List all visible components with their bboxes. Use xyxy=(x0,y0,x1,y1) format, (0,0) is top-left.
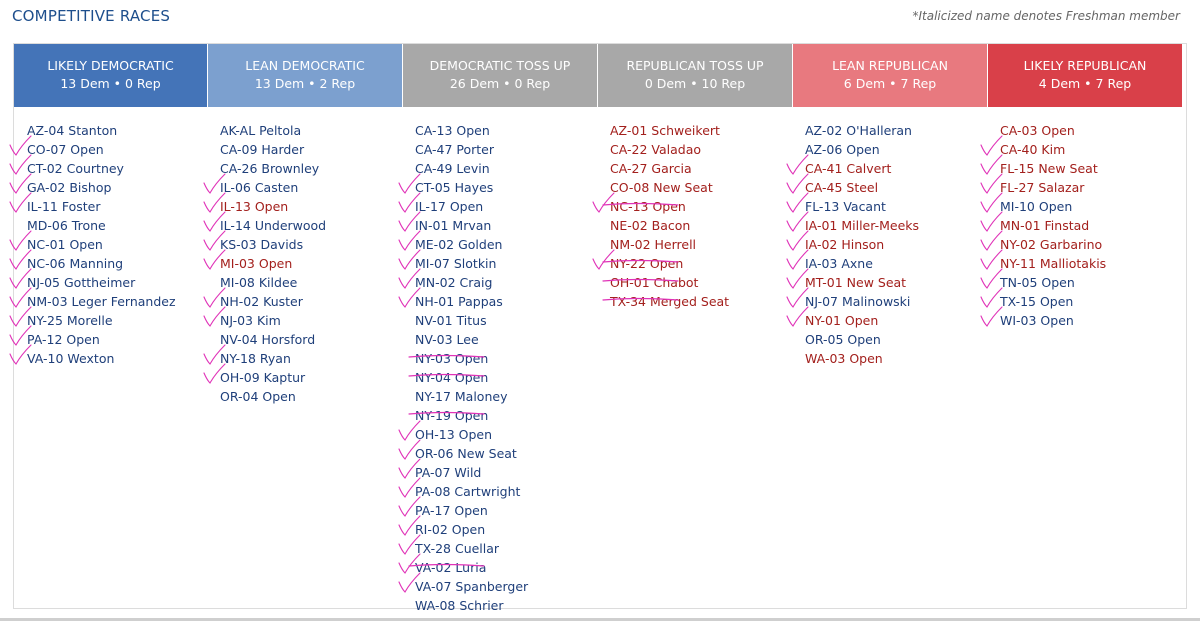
race-list xyxy=(14,107,207,368)
race-item: NJ-07 Malinowski xyxy=(805,294,911,309)
race-item: NY-17 Maloney xyxy=(415,389,508,404)
race-item: NJ-03 Kim xyxy=(220,313,281,328)
column-title: LEAN REPUBLICAN xyxy=(832,58,948,73)
race-item: MD-06 Trone xyxy=(27,218,106,233)
race-item: MI-08 Kildee xyxy=(220,275,298,290)
column-likely-democratic xyxy=(14,44,207,608)
column-count: 13 Dem • 0 Rep xyxy=(60,76,161,91)
race-item: NY-25 Morelle xyxy=(27,313,113,328)
race-item: IL-13 Open xyxy=(220,199,289,214)
race-item: AK-AL Peltola xyxy=(220,123,302,138)
race-item: NM-03 Leger Fernandez xyxy=(27,294,176,309)
race-item: MT-01 New Seat xyxy=(805,275,907,290)
column-title: LIKELY DEMOCRATIC xyxy=(47,58,174,73)
race-item: ME-02 Golden xyxy=(415,237,503,252)
race-item: AZ-06 Open xyxy=(805,142,880,157)
race-item: IL-11 Foster xyxy=(27,199,101,214)
race-item: TX-15 Open xyxy=(1000,294,1074,309)
race-item: NY-19 Open xyxy=(415,408,489,423)
column-lean-democratic xyxy=(208,44,402,608)
column-count: 26 Dem • 0 Rep xyxy=(449,76,551,91)
race-item: NY-03 Open xyxy=(415,351,489,366)
race-list xyxy=(208,107,402,406)
race-item: MI-10 Open xyxy=(1000,199,1073,214)
column-title: DEMOCRATIC TOSS UP xyxy=(429,58,571,73)
race-list xyxy=(793,107,987,368)
race-item: NY-01 Open xyxy=(805,313,879,328)
race-item: NY-22 Open xyxy=(610,256,684,271)
column-democratic-toss-up xyxy=(403,44,597,613)
race-item: CT-05 Hayes xyxy=(415,180,494,195)
column-header xyxy=(14,44,207,107)
race-item: MI-07 Slotkin xyxy=(415,256,497,271)
race-item: WA-03 Open xyxy=(805,351,883,366)
race-item: CA-45 Steel xyxy=(805,180,879,195)
column-header xyxy=(403,44,597,107)
race-item: WA-08 Schrier xyxy=(415,598,504,613)
race-item: PA-07 Wild xyxy=(415,465,482,480)
column-title: REPUBLICAN TOSS UP xyxy=(626,58,764,73)
race-item: OH-09 Kaptur xyxy=(220,370,306,385)
race-item: CA-09 Harder xyxy=(220,142,305,157)
column-republican-toss-up xyxy=(598,44,792,608)
race-item: NH-01 Pappas xyxy=(415,294,503,309)
race-item: IL-06 Casten xyxy=(220,180,299,195)
race-list xyxy=(403,107,597,615)
race-item: FL-27 Salazar xyxy=(1000,180,1085,195)
column-lean-republican xyxy=(793,44,987,608)
race-item: CA-47 Porter xyxy=(415,142,495,157)
race-item: OH-13 Open xyxy=(415,427,493,442)
race-item: MN-01 Finstad xyxy=(1000,218,1090,233)
race-item: VA-10 Wexton xyxy=(27,351,115,366)
race-item: CO-08 New Seat xyxy=(610,180,713,195)
race-item: IA-01 Miller-Meeks xyxy=(805,218,920,233)
race-list xyxy=(598,107,792,311)
race-item: VA-07 Spanberger xyxy=(415,579,529,594)
race-item: TN-05 Open xyxy=(1000,275,1075,290)
race-item: PA-17 Open xyxy=(415,503,488,518)
page-title: COMPETITIVE RACES xyxy=(12,7,171,25)
race-item: FL-13 Vacant xyxy=(805,199,886,214)
race-item: OH-01 Chabot xyxy=(610,275,699,290)
column-header xyxy=(208,44,402,107)
race-item: IA-03 Axne xyxy=(805,256,873,271)
race-item: IN-01 Mrvan xyxy=(415,218,492,233)
race-item: NC-01 Open xyxy=(27,237,103,252)
race-item: WI-03 Open xyxy=(1000,313,1074,328)
race-item: OR-04 Open xyxy=(220,389,296,404)
race-item: CA-49 Levin xyxy=(415,161,490,176)
race-item: TX-28 Cuellar xyxy=(415,541,500,556)
race-item: NY-04 Open xyxy=(415,370,489,385)
race-item: NV-01 Titus xyxy=(415,313,487,328)
race-item: MI-03 Open xyxy=(220,256,293,271)
race-item: CA-40 Kim xyxy=(1000,142,1066,157)
race-columns xyxy=(14,44,1186,613)
race-list xyxy=(988,107,1182,330)
race-item: CA-13 Open xyxy=(415,123,490,138)
race-item: CA-27 Garcia xyxy=(610,161,692,176)
column-count: 0 Dem • 10 Rep xyxy=(644,76,746,91)
race-item: PA-08 Cartwright xyxy=(415,484,521,499)
race-item: NV-03 Lee xyxy=(415,332,479,347)
race-item: NH-02 Kuster xyxy=(220,294,303,309)
race-item: FL-15 New Seat xyxy=(1000,161,1098,176)
race-item: NY-18 Ryan xyxy=(220,351,291,366)
column-count: 6 Dem • 7 Rep xyxy=(843,76,937,91)
column-title: LIKELY REPUBLICAN xyxy=(1023,58,1147,73)
column-header xyxy=(988,44,1182,107)
race-item: CO-07 Open xyxy=(27,142,104,157)
race-item: NY-02 Garbarino xyxy=(1000,237,1103,252)
race-item: CA-03 Open xyxy=(1000,123,1075,138)
race-item: NC-13 Open xyxy=(610,199,686,214)
race-item: NC-06 Manning xyxy=(27,256,124,271)
race-item: NM-02 Herrell xyxy=(610,237,697,252)
race-item: PA-12 Open xyxy=(27,332,100,347)
race-item: RI-02 Open xyxy=(415,522,486,537)
race-item: OR-05 Open xyxy=(805,332,881,347)
race-item: KS-03 Davids xyxy=(220,237,304,252)
freshman-note: *Italicized name denotes Freshman member xyxy=(912,9,1180,23)
race-item: CA-26 Brownley xyxy=(220,161,320,176)
race-item: IL-17 Open xyxy=(415,199,484,214)
race-item: IA-02 Hinson xyxy=(805,237,885,252)
column-count: 4 Dem • 7 Rep xyxy=(1038,76,1132,91)
column-title: LEAN DEMOCRATIC xyxy=(245,58,365,73)
column-header xyxy=(598,44,792,107)
race-item: IL-14 Underwood xyxy=(220,218,327,233)
race-item: CA-22 Valadao xyxy=(610,142,702,157)
race-item: AZ-02 O'Halleran xyxy=(805,123,912,138)
race-item: CT-02 Courtney xyxy=(27,161,124,176)
race-item: MN-02 Craig xyxy=(415,275,493,290)
race-item: VA-02 Luria xyxy=(415,560,487,575)
column-likely-republican xyxy=(988,44,1182,608)
race-item: AZ-01 Schweikert xyxy=(610,123,720,138)
column-count: 13 Dem • 2 Rep xyxy=(254,76,356,91)
race-item: GA-02 Bishop xyxy=(27,180,112,195)
race-item: CA-41 Calvert xyxy=(805,161,892,176)
race-item: NV-04 Horsford xyxy=(220,332,316,347)
race-item: TX-34 Merged Seat xyxy=(610,294,730,309)
competitive-races-board xyxy=(13,43,1187,613)
column-header xyxy=(793,44,987,107)
race-item: OR-06 New Seat xyxy=(415,446,517,461)
race-item: AZ-04 Stanton xyxy=(27,123,118,138)
race-item: NY-11 Malliotakis xyxy=(1000,256,1107,271)
race-item: NJ-05 Gottheimer xyxy=(27,275,136,290)
race-item: NE-02 Bacon xyxy=(610,218,691,233)
